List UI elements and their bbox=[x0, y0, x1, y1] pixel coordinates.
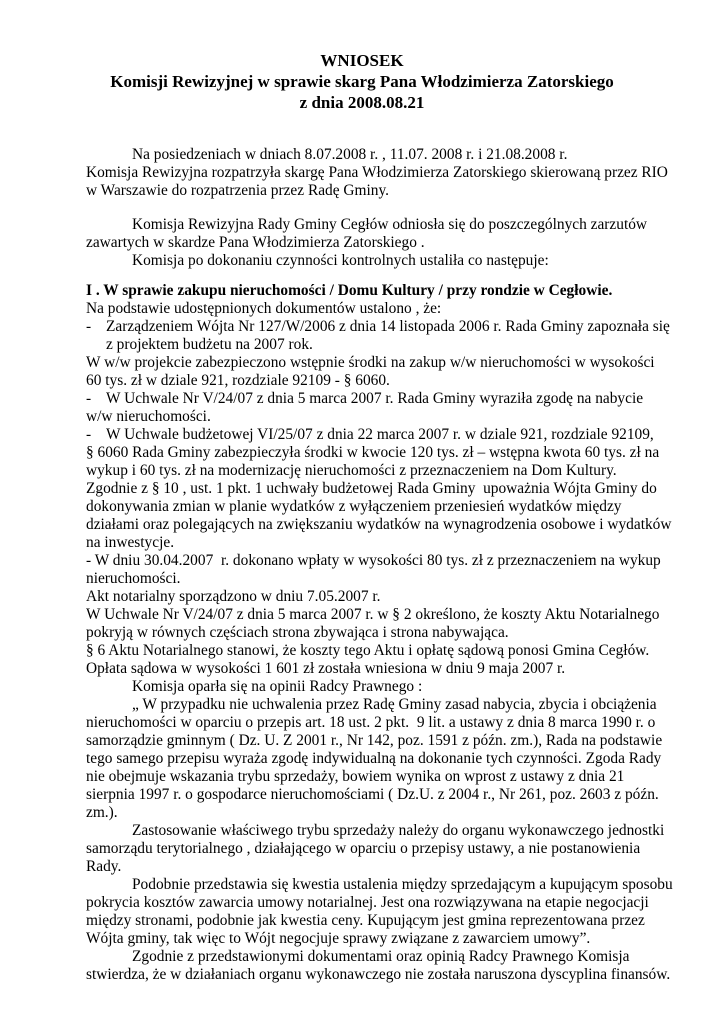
paragraph-line: w Warszawie do rozpatrzenia przez Radę Gminy. bbox=[86, 182, 390, 199]
section-heading: I . W sprawie zakupu nieruchomości / Domu Kultury / przy rondzie w Cegłowie. bbox=[86, 282, 613, 299]
document-title: WNIOSEK bbox=[320, 51, 404, 70]
quote-line: tego samego przepisu wyraża zgodę indywidualną na dokonanie tych czynności. Zgoda Rady bbox=[86, 750, 662, 767]
quote-line: pokrycia kosztów zawarcia umowy notarialnej. Jest ona rozwiązywana na etapie negocjacji bbox=[86, 894, 649, 911]
quote-line: Podobnie przedstawia się kwestia ustalenia między sprzedającym a kupującym sposobu bbox=[132, 876, 673, 893]
paragraph-line: Akt notarialny sporządzono w dniu 7.05.2007 r. bbox=[86, 588, 381, 605]
quote-line: nie obejmuje wskazania trybu sprzedaży, bowiem wynika on wprost z ustawy z dnia 21 bbox=[86, 768, 625, 785]
paragraph-line: zawartych w skardze Pana Włodzimierza Zatorskiego . bbox=[86, 234, 425, 251]
paragraph-line: § 6060 Rada Gminy zabezpieczyła środki w kwocie 120 tys. zł – wstępna kwota 60 tys. zł na bbox=[86, 444, 660, 461]
paragraph-line: stwierdza, że w działaniach organu wykonawczego nie została naruszona dyscyplina finansów. bbox=[86, 966, 671, 983]
paragraph-line: Komisja po dokonaniu czynności kontrolnych ustaliła co następuje: bbox=[132, 252, 549, 269]
paragraph-line: dokonywania zmian w planie wydatków z wyłączeniem przeniesień wydatków między bbox=[86, 498, 622, 515]
paragraph-line: Komisja Rewizyjna rozpatrzyła skargę Pana Włodzimierza Zatorskiego skierowaną przez RIO bbox=[86, 164, 668, 181]
list-dash: - bbox=[86, 390, 92, 407]
list-item-line: Zarządzeniem Wójta Nr 127/W/2006 z dnia 14 listopada 2006 r. Rada Gminy zapoznała się bbox=[106, 318, 670, 335]
paragraph-line: W Uchwale Nr V/24/07 z dnia 5 marca 2007 r. w § 2 określono, że koszty Aktu Notarialnego bbox=[86, 606, 660, 623]
quote-line: samorządzie gminnym ( Dz. U. Z 2001 r., Nr 142, poz. 1591 z późn. zm.), Rada na podstawie bbox=[86, 732, 663, 749]
paragraph-line: Opłata sądowa w wysokości 1 601 zł została wniesiona w dniu 9 maja 2007 r. bbox=[86, 660, 566, 677]
document-date: z dnia 2008.08.21 bbox=[299, 93, 425, 112]
paragraph-line: Na posiedzeniach w dniach 8.07.2008 r. , 11.07. 2008 r. i 21.08.2008 r. bbox=[132, 146, 568, 163]
paragraph-line: Zgodnie z przedstawionymi dokumentami oraz opinią Radcy Prawnego Komisja bbox=[132, 948, 630, 965]
quote-line: Wójta gminy, tak więc to Wójt negocjuje sprawy związane z zawarciem umowy”. bbox=[86, 930, 591, 947]
list-dash: - bbox=[86, 426, 92, 443]
paragraph-line: pokryją w równych częściach strona zbywająca i strona nabywająca. bbox=[86, 624, 509, 641]
list-item-line: W Uchwale Nr V/24/07 z dnia 5 marca 2007 r. Rada Gminy wyraziła zgodę na nabycie bbox=[106, 390, 644, 407]
paragraph-line: Zgodnie z § 10 , ust. 1 pkt. 1 uchwały budżetowej Rada Gminy upoważnia Wójta Gminy do bbox=[86, 480, 657, 497]
paragraph-line: § 6 Aktu Notarialnego stanowi, że koszty tego Aktu i opłatę sądową ponosi Gmina Cegłów. bbox=[86, 642, 650, 659]
paragraph-line: Komisja Rewizyjna Rady Gminy Cegłów odniosła się do poszczególnych zarzutów bbox=[132, 216, 648, 233]
quote-line: nieruchomości w oparciu o przepis art. 18 ust. 2 pkt. 9 lit. a ustawy z dnia 8 marca 1990 r. o bbox=[86, 714, 656, 731]
paragraph-line: nieruchomości. bbox=[86, 570, 181, 587]
list-dash: - bbox=[86, 318, 92, 335]
paragraph-line: w/w nieruchomości. bbox=[86, 408, 211, 425]
paragraph-line: - W dniu 30.04.2007 r. dokonano wpłaty w wysokości 80 tys. zł z przeznaczeniem na wykup bbox=[86, 552, 661, 569]
paragraph-line: W w/w projekcie zabezpieczono wstępnie środki na zakup w/w nieruchomości w wysokości bbox=[86, 354, 655, 371]
quote-line: zm.). bbox=[86, 804, 118, 821]
paragraph-line: na inwestycje. bbox=[86, 534, 175, 551]
quote-line: sierpnia 1997 r. o gospodarce nieruchomościami ( Dz.U. z 2004 r., Nr 261, poz. 2603 z późn. bbox=[86, 786, 659, 803]
quote-line: samorządu terytorialnego , działającego w oparciu o przepisy ustawy, a nie postanowienia bbox=[86, 840, 641, 857]
paragraph-line: Na podstawie udostępnionych dokumentów ustalono , że: bbox=[86, 300, 442, 317]
paragraph-line: działami oraz polegających na zwiększaniu wydatków na wynagrodzenia osobowe i wydatków bbox=[86, 516, 672, 533]
quote-line: Rady. bbox=[86, 858, 122, 875]
quote-line: między stronami, podobnie jak kwestia ceny. Kupującym jest gmina reprezentowana przez bbox=[86, 912, 645, 929]
list-item-line: z projektem budżetu na 2007 rok. bbox=[106, 336, 313, 353]
document-subtitle: Komisji Rewizyjnej w sprawie skarg Pana Włodzimierza Zatorskiego bbox=[110, 72, 614, 91]
paragraph-line: wykup i 60 tys. zł na modernizację nieruchomości z przeznaczeniem na Dom Kultury. bbox=[86, 462, 617, 479]
quote-line: „ W przypadku nie uchwalenia przez Radę Gminy zasad nabycia, zbycia i obciążenia bbox=[132, 696, 657, 713]
paragraph-line: 60 tys. zł w dziale 921, rozdziale 92109 - § 6060. bbox=[86, 372, 390, 389]
list-item-line: W Uchwale budżetowej VI/25/07 z dnia 22 marca 2007 r. w dziale 921, rozdziale 92109, bbox=[106, 426, 654, 443]
paragraph-line: Komisja oparła się na opinii Radcy Prawnego : bbox=[132, 678, 423, 695]
quote-line: Zastosowanie właściwego trybu sprzedaży należy do organu wykonawczego jednostki bbox=[132, 822, 665, 839]
